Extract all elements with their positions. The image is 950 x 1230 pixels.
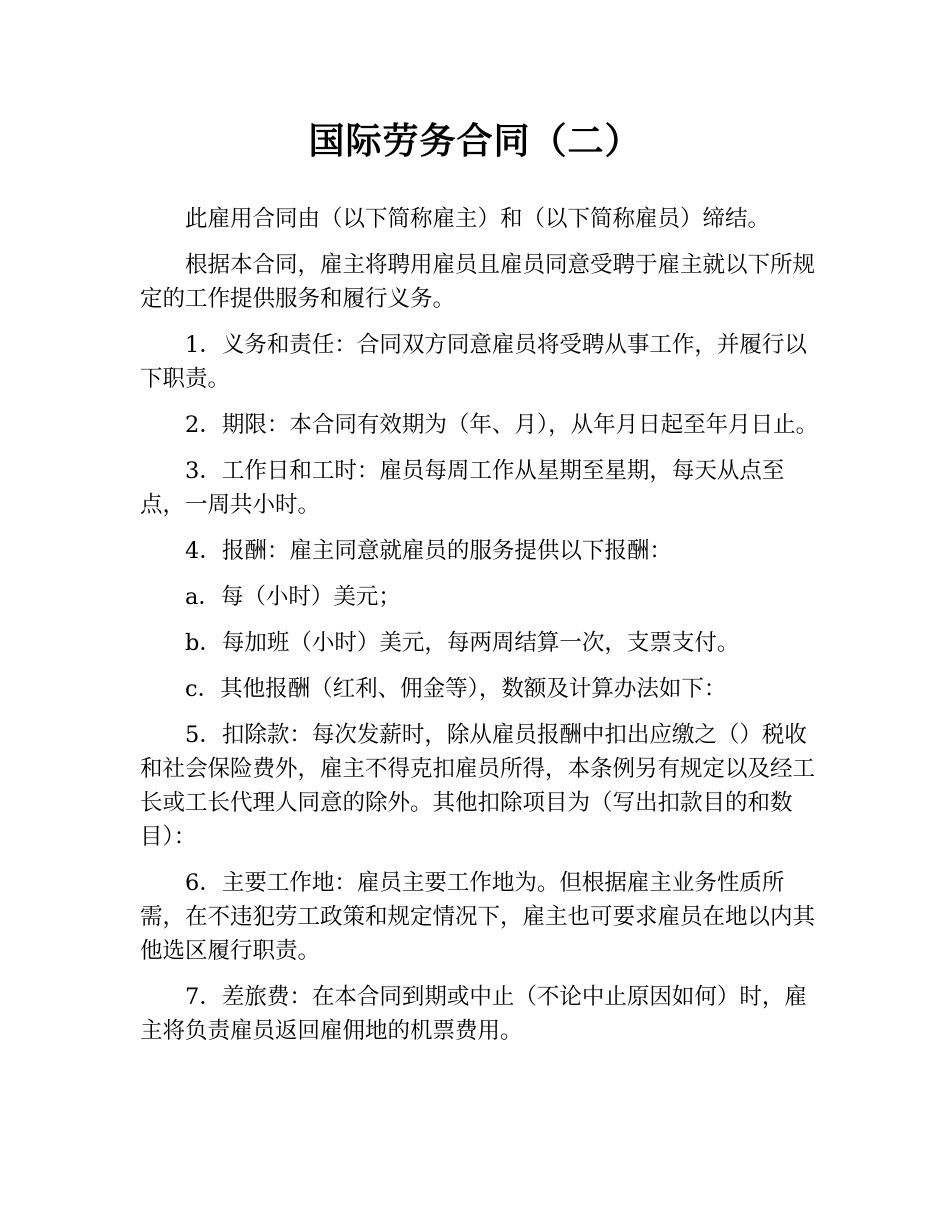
clause-5-deductions: 5．扣除款：每次发薪时，除从雇员报酬中扣出应缴之（）税收和社会保险费外，雇主不得克扣雇员所得，本条例另有规定以及经工长或工长代理人同意的除外。其他扣除项目为（写出扣款目的和数目）： bbox=[140, 722, 816, 850]
paragraph-preamble: 根据本合同，雇主将聘用雇员且雇员同意受聘于雇主就以下所规定的工作提供服务和履行义务。 bbox=[140, 252, 816, 312]
clause-2-term: 2．期限：本合同有效期为（年、月），从年月日起至年月日止。 bbox=[185, 412, 819, 438]
document-title: 国际劳务合同（二） bbox=[308, 121, 642, 162]
clause-1-duties: 1．义务和责任：合同双方同意雇员将受聘从事工作，并履行以下职责。 bbox=[140, 332, 807, 392]
clause-4-remuneration: 4．报酬：雇主同意就雇员的服务提供以下报酬： bbox=[185, 538, 672, 564]
clause-4a-hourly-pay: a．每（小时）美元； bbox=[185, 584, 401, 610]
clause-4b-overtime-pay: b．每加班（小时）美元，每两周结算一次，支票支付。 bbox=[185, 630, 740, 656]
paragraph-intro: 此雇用合同由（以下简称雇主）和（以下简称雇员）缔结。 bbox=[185, 206, 771, 232]
clause-6-work-location: 6．主要工作地：雇员主要工作地为。但根据雇主业务性质所需，在不违犯劳工政策和规定情况下，雇主也可要求雇员在地以内其他选区履行职责。 bbox=[140, 870, 816, 964]
clause-7-travel-expenses: 7．差旅费：在本合同到期或中止（不论中止原因如何）时，雇主将负责雇员返回雇佣地的机票费用。 bbox=[140, 984, 807, 1044]
clause-3-working-hours: 3．工作日和工时：雇员每周工作从星期至星期，每天从点至点，一周共小时。 bbox=[140, 458, 785, 518]
clause-4c-other-pay: c．其他报酬（红利、佣金等），数额及计算办法如下： bbox=[185, 676, 727, 702]
document-body bbox=[140, 202, 820, 1060]
